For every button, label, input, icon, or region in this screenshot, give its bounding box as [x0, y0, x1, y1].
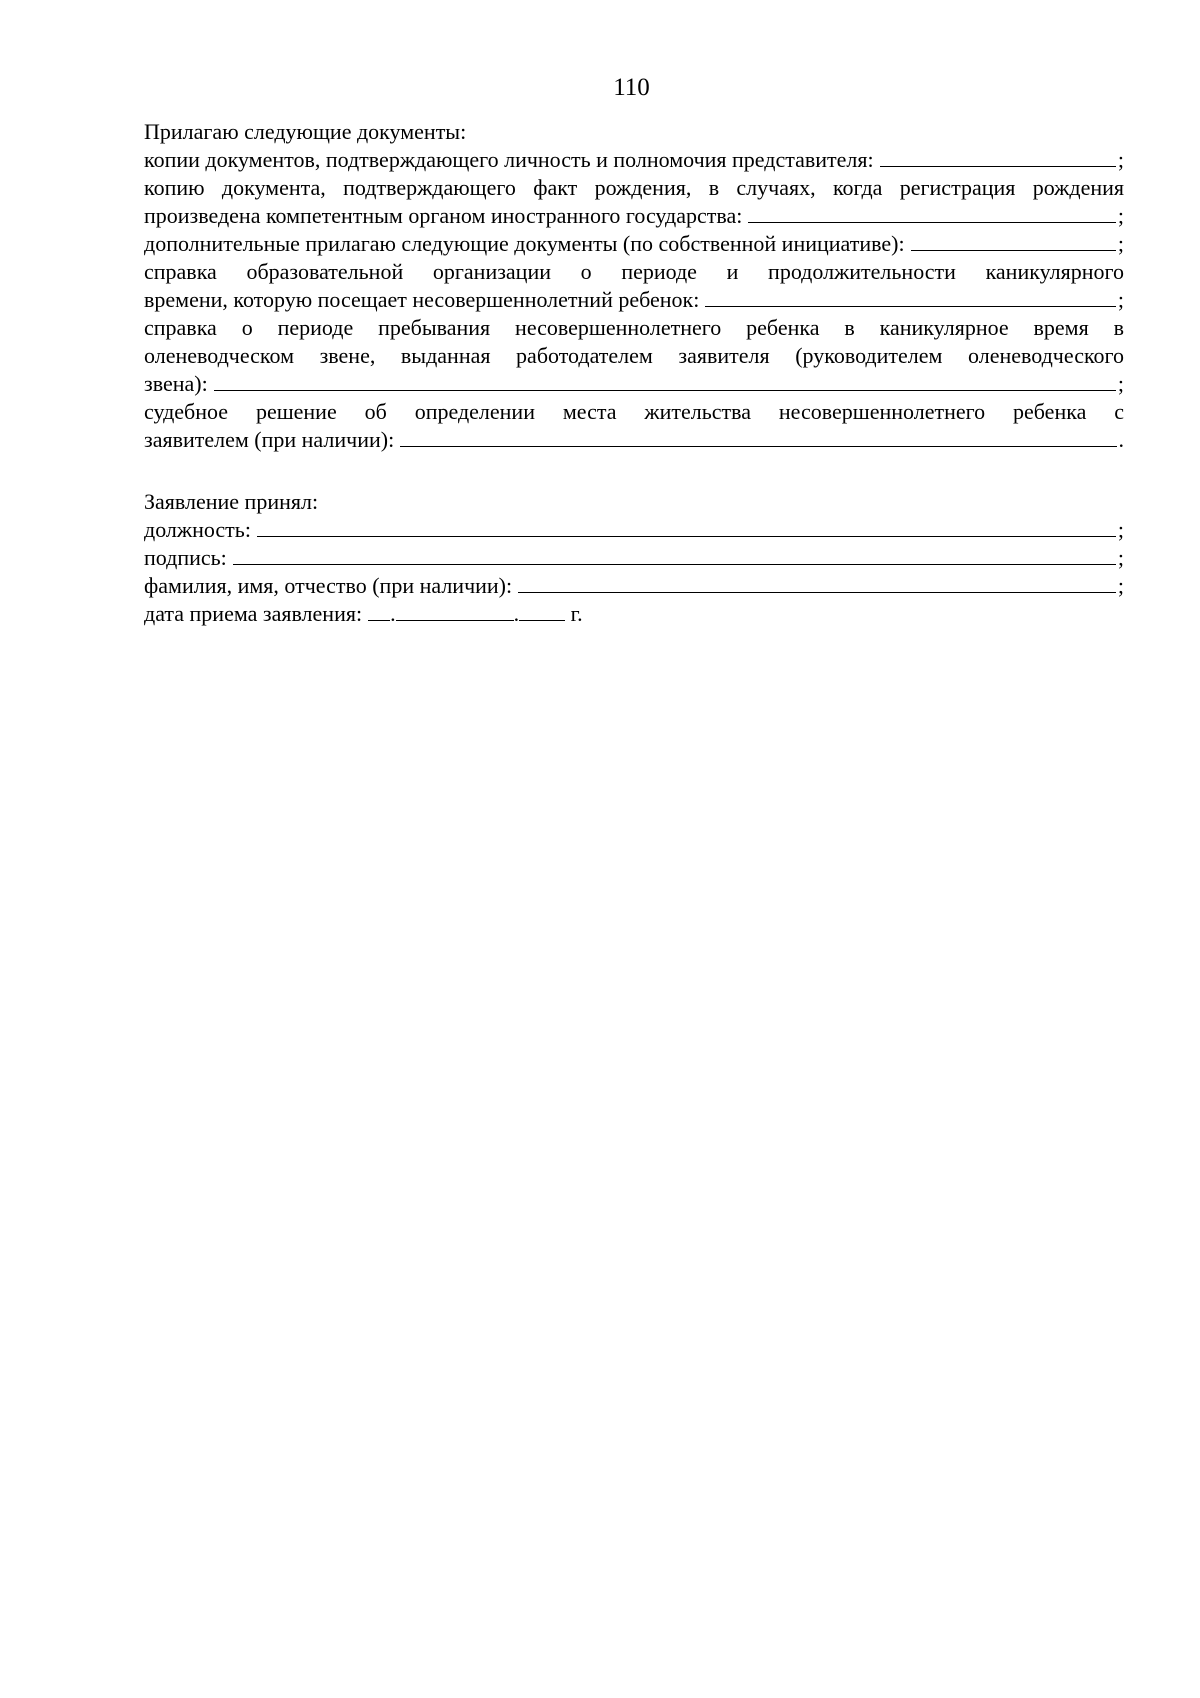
attachment-item-court-decision-line1: судебное решение об определении места жительства несовершеннолетнего ребенка с: [144, 399, 1124, 424]
line-terminator: ;: [1117, 147, 1124, 172]
birth-doc-blank[interactable]: [748, 221, 1116, 223]
attachment-item-birth-doc-line2: [144, 202, 1124, 230]
attachment-item-school-certificate-line1: справка образовательной организации о периоде и продолжительности каникулярного: [144, 259, 1124, 284]
name-blank[interactable]: [518, 591, 1116, 593]
acceptance-signature-row: [144, 544, 1124, 572]
date-label: дата приема заявления:: [144, 601, 363, 626]
line-terminator: ;: [1117, 203, 1124, 228]
court-decision-label: заявителем (при наличии):: [144, 427, 395, 452]
section-spacer: [144, 454, 1124, 488]
school-certificate-label: времени, которую посещает несовершеннолетний ребенок:: [144, 287, 700, 312]
line-terminator: ;: [1117, 573, 1124, 598]
attachments-heading: [144, 118, 1124, 146]
date-separator: .: [390, 601, 396, 626]
attachment-item-herding-certificate-line3: [144, 370, 1124, 398]
date-year-suffix: г.: [565, 601, 583, 626]
attachment-item-school-certificate-line2: [144, 286, 1124, 314]
additional-docs-blank[interactable]: [911, 249, 1116, 251]
attachment-item-additional-docs: [144, 230, 1124, 258]
position-blank[interactable]: [257, 535, 1116, 537]
attachment-item-birth-doc-line1: копию документа, подтверждающего факт рождения, в случаях, когда регистрация рождения: [144, 175, 1124, 200]
line-terminator: .: [1118, 427, 1124, 452]
page-number: 110: [613, 74, 650, 101]
herding-certificate-blank[interactable]: [214, 389, 1116, 391]
line-terminator: ;: [1117, 287, 1124, 312]
attachment-item-representative-docs: [144, 146, 1124, 174]
school-certificate-blank[interactable]: [705, 305, 1116, 307]
attachments-heading-text: Прилагаю следующие документы:: [144, 119, 467, 144]
line-terminator: ;: [1117, 371, 1124, 396]
line-terminator: ;: [1117, 231, 1124, 256]
attachment-item-court-decision-line2: [144, 426, 1124, 454]
herding-certificate-label: звена):: [144, 371, 208, 396]
line-terminator: ;: [1117, 517, 1124, 542]
acceptance-date-row: [144, 600, 1124, 628]
additional-docs-label: дополнительные прилагаю следующие документы (по собственной инициативе):: [144, 231, 905, 256]
court-decision-blank[interactable]: [400, 445, 1116, 447]
birth-doc-label: произведена компетентным органом иностранного государства:: [144, 203, 743, 228]
date-month-blank[interactable]: [396, 619, 514, 621]
position-label: должность:: [144, 517, 251, 542]
acceptance-heading: [144, 488, 1124, 516]
date-day-blank[interactable]: [368, 619, 390, 621]
document-body: [144, 118, 1124, 628]
date-separator: .: [513, 601, 520, 626]
acceptance-heading-text: Заявление принял:: [144, 489, 319, 514]
attachment-item-herding-certificate-line2: оленеводческом звене, выданная работодателем заявителя (руководителем оленеводческого: [144, 343, 1124, 368]
line-terminator: ;: [1117, 545, 1124, 570]
acceptance-position-row: [144, 516, 1124, 544]
signature-blank[interactable]: [233, 563, 1116, 565]
attachment-item-herding-certificate-line1: справка о периоде пребывания несовершеннолетнего ребенка в каникулярное время в: [144, 315, 1124, 340]
item-representative-label: копии документов, подтверждающего личность и полномочия представителя:: [144, 147, 874, 172]
signature-label: подпись:: [144, 545, 227, 570]
representative-docs-blank[interactable]: [880, 165, 1116, 167]
name-label: фамилия, имя, отчество (при наличии):: [144, 573, 513, 598]
date-year-blank[interactable]: [519, 619, 565, 621]
acceptance-name-row: [144, 572, 1124, 600]
